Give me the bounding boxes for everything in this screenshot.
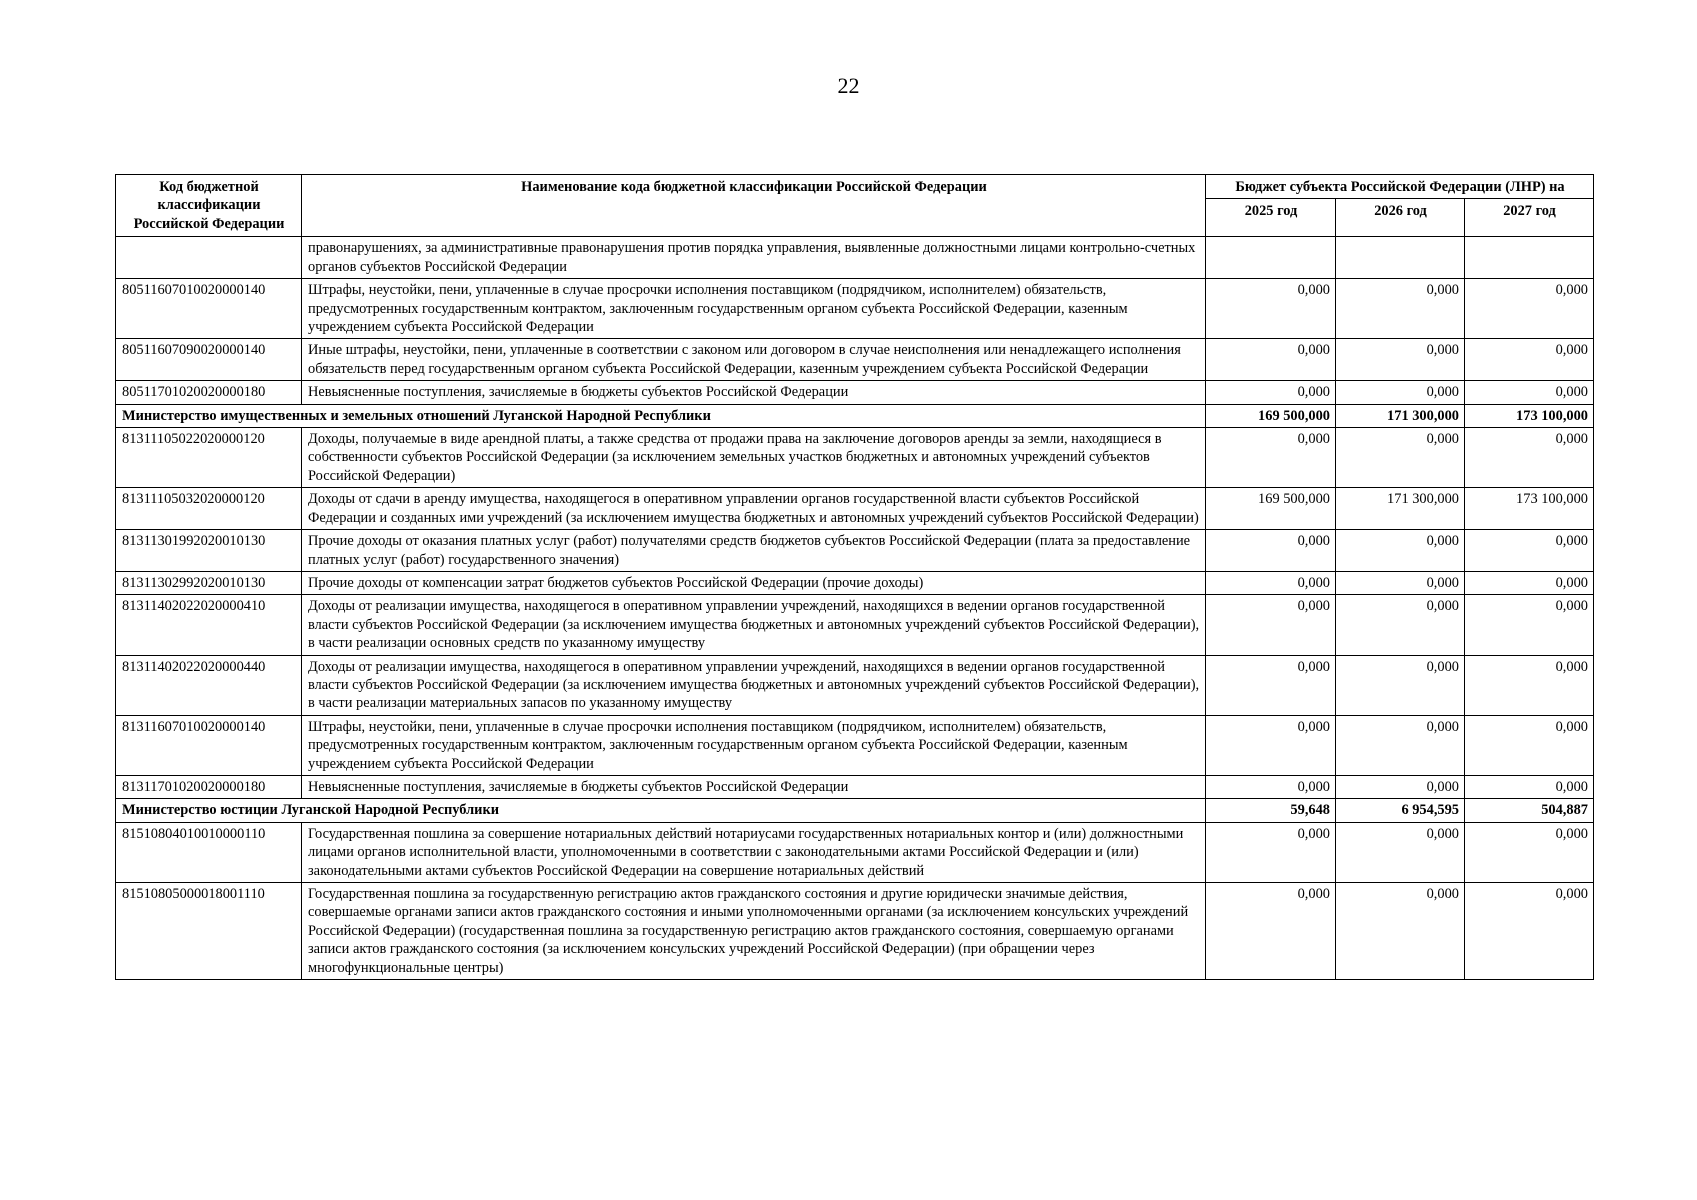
amount-2025: 0,000: [1206, 339, 1336, 381]
section-row: [116, 799, 1594, 822]
table-row: [116, 571, 1594, 594]
amount-2027: 0,000: [1465, 428, 1594, 488]
kbk-name: Государственная пошлина за совершение нотариальных действий нотариусами государственных нотариальных контор и (или) должностными лицами органов исполнительной власти, уполномоченными в соответствии с законодательными актами Российской Федерации и (или) законодательными актами субъектов Российской Федерации на совершение нотариальных действий: [302, 822, 1206, 882]
amount-2026: 0,000: [1336, 655, 1465, 715]
amount-2026: 0,000: [1336, 428, 1465, 488]
amount-2026: 0,000: [1336, 883, 1465, 980]
amount-2027: 0,000: [1465, 595, 1594, 655]
table-header: [116, 175, 1594, 237]
section-title: Министерство имущественных и земельных отношений Луганской Народной Республики: [116, 404, 1206, 427]
budget-classification-table: [115, 174, 1594, 980]
amount-2025: 59,648: [1206, 799, 1336, 822]
kbk-name: Невыясненные поступления, зачисляемые в бюджеты субъектов Российской Федерации: [302, 775, 1206, 798]
kbk-name: Штрафы, неустойки, пени, уплаченные в случае просрочки исполнения поставщиком (подрядчиком, исполнителем) обязательств, предусмотренных государственным контрактом, заключенным государственным органом субъекта Российской Федерации, казенным учреждением субъекта Российской Федерации: [302, 715, 1206, 775]
amount-2025: 169 500,000: [1206, 404, 1336, 427]
table-row: [116, 488, 1594, 530]
table-row: [116, 381, 1594, 404]
amount-2025: 0,000: [1206, 775, 1336, 798]
table-row: [116, 715, 1594, 775]
header-year-2025: 2025 год: [1206, 199, 1336, 237]
kbk-code: 81510805000018001110: [116, 883, 302, 980]
table-row: [116, 883, 1594, 980]
header-year-2027: 2027 год: [1465, 199, 1594, 237]
kbk-code: 81311105032020000120: [116, 488, 302, 530]
kbk-name: Невыясненные поступления, зачисляемые в бюджеты субъектов Российской Федерации: [302, 381, 1206, 404]
amount-2026: 6 954,595: [1336, 799, 1465, 822]
amount-2025: 0,000: [1206, 381, 1336, 404]
table-row: [116, 595, 1594, 655]
amount-2027: 0,000: [1465, 883, 1594, 980]
section-row: [116, 404, 1594, 427]
table-row: [116, 237, 1594, 279]
header-budget: Бюджет субъекта Российской Федерации (ЛНР) на: [1206, 175, 1594, 199]
amount-2025: 0,000: [1206, 530, 1336, 572]
header-code: Код бюджетной классификации Российской Федерации: [116, 175, 302, 237]
amount-2025: 0,000: [1206, 822, 1336, 882]
amount-2025: 0,000: [1206, 595, 1336, 655]
amount-2027: 173 100,000: [1465, 488, 1594, 530]
amount-2027: 0,000: [1465, 571, 1594, 594]
amount-2026: 171 300,000: [1336, 488, 1465, 530]
amount-2026: 0,000: [1336, 381, 1465, 404]
table-row: [116, 279, 1594, 339]
kbk-name: Иные штрафы, неустойки, пени, уплаченные в соответствии с законом или договором в случае неисполнения или ненадлежащего исполнения обязательств перед государственным органом субъекта Российской Федерации, казенным учреждением субъекта Российской Федерации: [302, 339, 1206, 381]
amount-2026: 0,000: [1336, 571, 1465, 594]
kbk-name: Прочие доходы от компенсации затрат бюджетов субъектов Российской Федерации (прочие доходы): [302, 571, 1206, 594]
amount-2026: 0,000: [1336, 775, 1465, 798]
amount-2027: 0,000: [1465, 775, 1594, 798]
amount-2027: 0,000: [1465, 822, 1594, 882]
amount-2026: 0,000: [1336, 339, 1465, 381]
amount-2027: [1465, 237, 1594, 279]
amount-2027: 0,000: [1465, 530, 1594, 572]
kbk-code: 81311607010020000140: [116, 715, 302, 775]
table-row: [116, 530, 1594, 572]
kbk-code: 81311701020020000180: [116, 775, 302, 798]
table-row: [116, 822, 1594, 882]
table-row: [116, 428, 1594, 488]
amount-2027: 0,000: [1465, 655, 1594, 715]
amount-2026: 0,000: [1336, 279, 1465, 339]
kbk-code: 80511607010020000140: [116, 279, 302, 339]
amount-2025: 0,000: [1206, 715, 1336, 775]
amount-2026: [1336, 237, 1465, 279]
kbk-code: 81510804010010000110: [116, 822, 302, 882]
table-body: [116, 237, 1594, 980]
kbk-name: Доходы, получаемые в виде арендной платы, а также средства от продажи права на заключение договоров аренды за земли, находящиеся в собственности субъектов Российской Федерации (за исключением земельных участков бюджетных и автономных учреждений субъектов Российской Федерации): [302, 428, 1206, 488]
amount-2027: 173 100,000: [1465, 404, 1594, 427]
amount-2025: 0,000: [1206, 571, 1336, 594]
amount-2027: 504,887: [1465, 799, 1594, 822]
table-row: [116, 339, 1594, 381]
amount-2026: 0,000: [1336, 715, 1465, 775]
kbk-name: Штрафы, неустойки, пени, уплаченные в случае просрочки исполнения поставщиком (подрядчиком, исполнителем) обязательств, предусмотренных государственным контрактом, заключенным государственным органом субъекта Российской Федерации, казенным учреждением субъекта Российской Федерации: [302, 279, 1206, 339]
kbk-code: [116, 237, 302, 279]
amount-2026: 171 300,000: [1336, 404, 1465, 427]
amount-2025: 169 500,000: [1206, 488, 1336, 530]
amount-2025: [1206, 237, 1336, 279]
table-row: [116, 655, 1594, 715]
amount-2026: 0,000: [1336, 530, 1465, 572]
kbk-name: Прочие доходы от оказания платных услуг (работ) получателями средств бюджетов субъектов Российской Федерации (плата за предоставление платных услуг (работ) государственного значения): [302, 530, 1206, 572]
kbk-code: 81311301992020010130: [116, 530, 302, 572]
section-title: Министерство юстиции Луганской Народной Республики: [116, 799, 1206, 822]
kbk-code: 81311105022020000120: [116, 428, 302, 488]
amount-2026: 0,000: [1336, 595, 1465, 655]
amount-2027: 0,000: [1465, 381, 1594, 404]
amount-2027: 0,000: [1465, 715, 1594, 775]
kbk-name: правонарушениях, за административные правонарушения против порядка управления, выявленные должностными лицами контрольно-счетных органов субъектов Российской Федерации: [302, 237, 1206, 279]
amount-2025: 0,000: [1206, 428, 1336, 488]
amount-2025: 0,000: [1206, 655, 1336, 715]
header-name: Наименование кода бюджетной классификации Российской Федерации: [302, 175, 1206, 237]
kbk-code: 81311402022020000410: [116, 595, 302, 655]
amount-2025: 0,000: [1206, 883, 1336, 980]
kbk-name: Доходы от реализации имущества, находящегося в оперативном управлении учреждений, находящихся в ведении органов государственной власти субъектов Российской Федерации (за исключением имущества бюджетных и автономных учреждений субъектов Российской Федерации), в части реализации основных средств по указанному имуществу: [302, 595, 1206, 655]
amount-2026: 0,000: [1336, 822, 1465, 882]
kbk-code: 80511607090020000140: [116, 339, 302, 381]
amount-2027: 0,000: [1465, 279, 1594, 339]
header-year-2026: 2026 год: [1336, 199, 1465, 237]
table-row: [116, 775, 1594, 798]
kbk-name: Доходы от реализации имущества, находящегося в оперативном управлении учреждений, находящихся в ведении органов государственной власти субъектов Российской Федерации (за исключением имущества бюджетных и автономных учреждений субъектов Российской Федерации), в части реализации материальных запасов по указанному имуществу: [302, 655, 1206, 715]
kbk-name: Доходы от сдачи в аренду имущества, находящегося в оперативном управлении органов государственной власти субъектов Российской Федерации и созданных ими учреждений (за исключением имущества бюджетных и автономных учреждений субъектов Российской Федерации): [302, 488, 1206, 530]
amount-2027: 0,000: [1465, 339, 1594, 381]
page-number: 22: [837, 73, 860, 98]
kbk-code: 81311402022020000440: [116, 655, 302, 715]
kbk-code: 80511701020020000180: [116, 381, 302, 404]
kbk-code: 81311302992020010130: [116, 571, 302, 594]
amount-2025: 0,000: [1206, 279, 1336, 339]
kbk-name: Государственная пошлина за государственную регистрацию актов гражданского состояния и другие юридически значимые действия, совершаемые органами записи актов гражданского состояния и иными уполномоченными органами (за исключением консульских учреждений Российской Федерации) (государственная пошлина за государственную регистрацию актов гражданского состояния, совершаемую органами записи актов гражданского состояния (за исключением консульских учреждений Российской Федерации) (при обращении через многофункциональные центры): [302, 883, 1206, 980]
